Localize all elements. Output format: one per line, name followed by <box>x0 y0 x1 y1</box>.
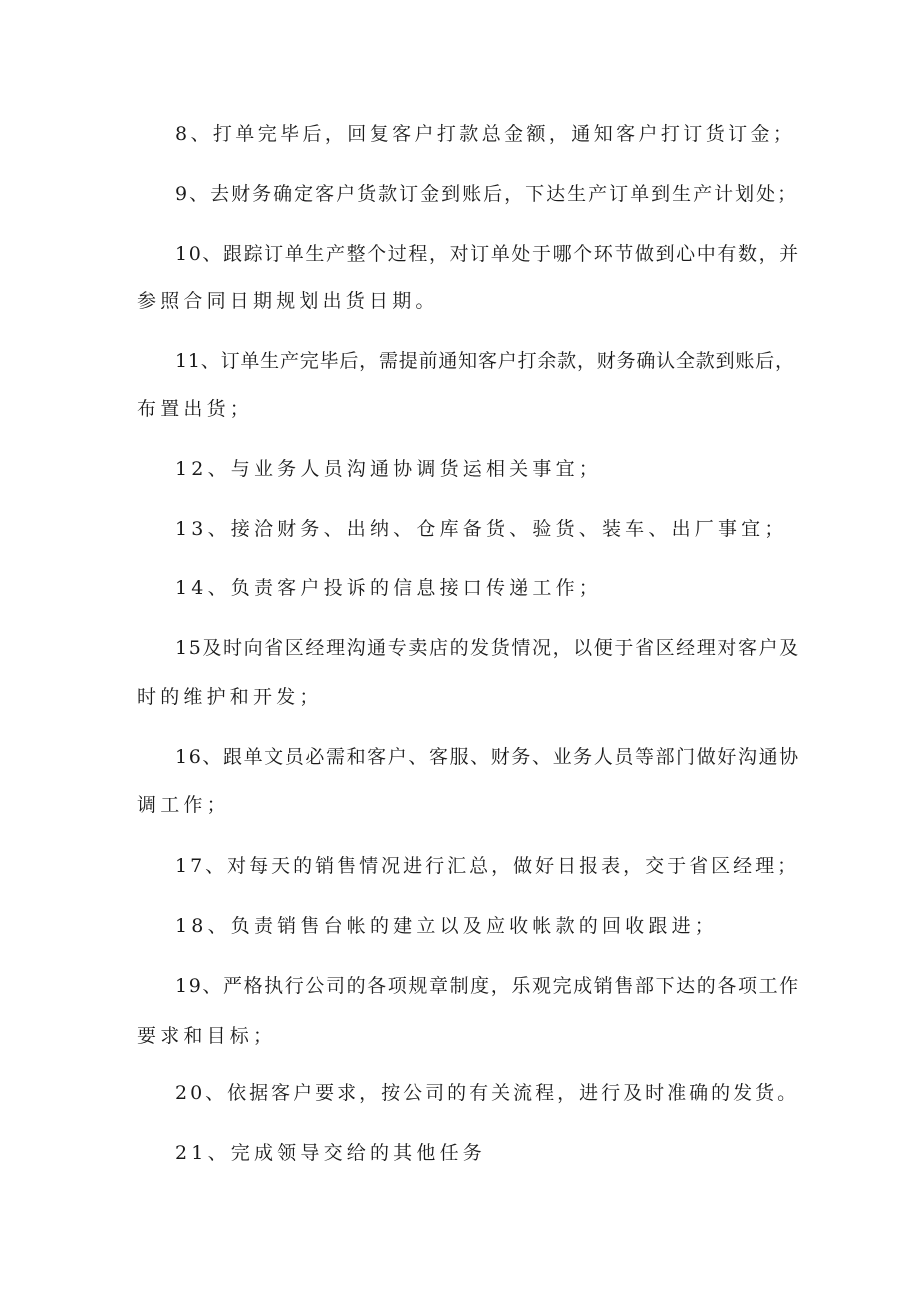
item-13-line-1: 13、接洽财务、出纳、仓库备货、验货、装车、出厂事宜； <box>175 518 788 540</box>
item-21-line-1: 21、完成领导交给的其他任务 <box>175 1142 486 1164</box>
item-9-line-1: 9、去财务确定客户货款订金到账后，下达生产订单到生产计划处； <box>175 183 799 205</box>
item-11-line-1: 11、订单生产完毕后，需提前通知客户打余款，财务确认全款到账后， <box>175 350 795 372</box>
item-19-line-2: 要求和目标； <box>137 1025 277 1047</box>
item-14-line-1: 14、负责客户投诉的信息接口传递工作； <box>175 577 602 599</box>
item-16-line-1: 16、跟单文员必需和客户、客服、财务、业务人员等部门做好沟通协 <box>175 746 800 768</box>
item-19-line-1: 19、严格执行公司的各项规章制度，乐观完成销售部下达的各项工作 <box>175 975 800 997</box>
item-10-line-1: 10、跟踪订单生产整个过程，对订单处于哪个环节做到心中有数，并 <box>175 243 800 265</box>
item-15-line-2: 时的维护和开发； <box>137 686 323 708</box>
item-12-line-1: 12、与业务人员沟通协调货运相关事宜； <box>175 458 602 480</box>
item-15-line-1: 15及时向省区经理沟通专卖店的发货情况，以便于省区经理对客户及 <box>175 637 800 659</box>
item-10-line-2: 参照合同日期规划出货日期。 <box>137 290 439 312</box>
item-16-line-2: 调工作； <box>137 794 230 816</box>
item-18-line-1: 18、负责销售台帐的建立以及应收帐款的回收跟进； <box>175 915 718 937</box>
item-11-line-2: 布置出货； <box>137 398 254 420</box>
item-20-line-1: 20、依据客户要求，按公司的有关流程，进行及时准确的发货。 <box>175 1082 800 1104</box>
item-8-line-1: 8、打单完毕后，回复客户打款总金额，通知客户打订货订金； <box>175 123 796 145</box>
item-17-line-1: 17、对每天的销售情况进行汇总，做好日报表，交于省区经理； <box>175 855 800 877</box>
